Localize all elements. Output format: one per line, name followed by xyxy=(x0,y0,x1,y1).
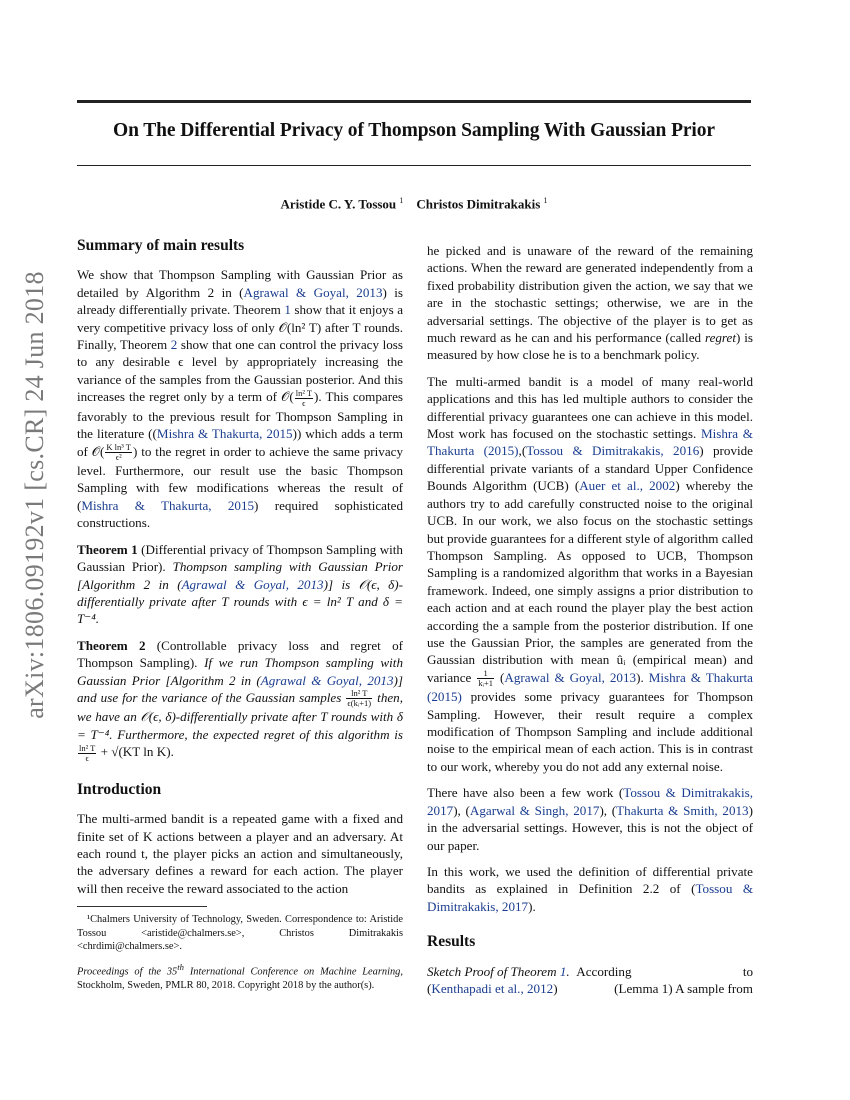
arxiv-stamp xyxy=(20,265,50,725)
author-list xyxy=(77,196,751,212)
paragraph: The multi-armed bandit is a model of many real-world applications and this has led multiple authors to consider the differential privacy guarantees one can achieve in this model. Most work has focused on the stochastic settings. Mishra & Thakurta (2015),(Tossou & Dimitrakakis, 2016) provide differential private variants of a standard Upper Confidence Bounds Algorithm (UCB) (Auer et al., 2002) whereby the authors try to add carefully constructed noise to the original UCB. In our work, we also focus on the stochastic settings but provide guarantees for a different style of algorithm called Thompson Sampling. As opposed to UCB, Thompson Sampling is a randomized algorithm that works in a Bayesian framework. Indeed, one simply assigns a prior distribution to each action and at each round the player play the best action according the a sample from the posterior distribution. If one use the Gaussian Prior, the samples are generated from the Gaussian distribution with mean ûᵢ (empirical mean) and variance $\frac{1}{\text{kᵢ+1}}$ (Agrawal & Goyal, 2013). Mishra & Thakurta (2015) provides some privacy guarantees for Thompson Sampling. However, their result require a complex modification of Thompson Sampling and include additional noise to the empirical mean of each action. This is in contrast to our work, whereby you do not add any external noise. xyxy=(427,373,753,774)
citation-link[interactable]: Agrawal & Goyal, 2013 xyxy=(243,284,383,300)
right-column xyxy=(427,242,753,997)
footnote-rule xyxy=(77,906,207,907)
citation-link[interactable]: Agrawal & Goyal, 2013 xyxy=(504,669,637,685)
citation-link[interactable]: Tossou & Dimitrakakis, 2016 xyxy=(526,443,700,459)
paragraph: In this work, we used the definition of differential private bandits as explained in Definition 2.2 of (Tossou & Dimitrakakis, 2017). xyxy=(427,863,754,914)
citation-link[interactable]: Mishra & Thakurta, 2015 xyxy=(81,497,255,513)
paragraph: he picked and is unaware of the reward of the remaining actions. When the reward are generated independently from a fixed probability distribution given the action, we say that we are in the stochastic settings; otherwise, we are in the adversarial settings. The objective of the player is to get as much reward as he can and his performance (called regret) is measured by how close he is to a benchmark policy. xyxy=(427,243,753,363)
theorem-ref-link[interactable]: 1 xyxy=(559,963,567,979)
fraction: $\frac{\text{ln² T}}{\text{ϵ(kᵢ+1)}}$ xyxy=(347,688,372,709)
fraction: $\frac{1}{\text{kᵢ+1}}$ xyxy=(478,668,494,689)
affiliation-footnote: ¹Chalmers University of Technology, Sweden. Correspondence to: Aristide Tossou <aristide@chalmers.se>, Christos Dimitrakakis <chrdimi@chalmers.se>. xyxy=(77,914,403,952)
author-affil: 1 xyxy=(399,196,404,205)
footnotes xyxy=(77,906,403,993)
citation-link[interactable]: Auer et al., 2002 xyxy=(579,478,676,494)
citation-link[interactable]: Tossou & Dimitrakakis, 2017 xyxy=(427,881,754,914)
section-heading-summary: Summary of main results xyxy=(77,237,245,254)
proceedings-note: Proceedings of the 35th International Conference on Machine Learning, Stockholm, Sweden, PMLR 80, 2018. Copyright 2018 by the author(s). xyxy=(77,962,403,992)
arxiv-id: arXiv:1806.09192v1 [cs.CR] 24 Jun 2018 xyxy=(20,271,49,719)
citation-link[interactable]: Mishra & Thakurta (2015) xyxy=(427,669,753,705)
author-name: Christos Dimitrakakis xyxy=(416,196,541,212)
title-rule-bottom xyxy=(77,165,751,166)
author-name: Aristide C. Y. Tossou xyxy=(280,196,397,212)
theorem-1: Theorem 1 (Differential privacy of Thompson Sampling with Gaussian Prior). Thompson sampling with Gaussian Prior [Algorithm 2 in (Agrawal & Goyal, 2013)] is 𝒪(ϵ, δ)-differentially private after T rounds with ϵ = ln² T and δ = T⁻⁴. xyxy=(77,541,403,627)
author-affil: 1 xyxy=(543,196,548,205)
sketch-proof-line: Sketch Proof of Theorem 1. According to xyxy=(427,963,753,979)
sketch-proof-line: (Kenthapadi et al., 2012) (Lemma 1) A sample from xyxy=(427,980,753,996)
citation-link[interactable]: Agrawal & Goyal, 2013 xyxy=(181,576,324,592)
citation-link[interactable]: Mishra & Thakurta, 2015 xyxy=(156,426,293,442)
paper-title: On The Differential Privacy of Thompson Sampling With Gaussian Prior xyxy=(113,120,715,141)
citation-link[interactable]: Kenthapadi et al., 2012 xyxy=(431,980,554,996)
title-rule-top xyxy=(77,100,751,103)
theorem-ref-link[interactable]: 1 xyxy=(284,302,291,318)
fraction: $\frac{\text{ln² T}}{\epsilon}$ xyxy=(295,387,313,408)
intro-paragraph: The multi-armed bandit is a repeated game with a fixed and finite set of K actions between a player and an adversary. At each round t, the player picks an action and simultaneously, the adversary defines a reward for each action. The player will then receive the reward associated to the action xyxy=(77,811,403,896)
citation-link[interactable]: Agarwal & Singh, 2017 xyxy=(469,802,600,818)
citation-link[interactable]: Agrawal & Goyal, 2013 xyxy=(260,672,394,688)
section-heading-introduction: Introduction xyxy=(77,780,162,798)
left-column xyxy=(77,237,403,1001)
fraction: $\frac{\text{ln² T}}{\epsilon}$ xyxy=(79,742,96,763)
citation-link[interactable]: Mishra & Thakurta (2015) xyxy=(427,426,753,459)
citation-link[interactable]: Thakurta & Smith, 2013 xyxy=(616,802,749,818)
paragraph: There have also been a few work (Tossou & Dimitrakakis, 2017), (Agarwal & Singh, 2017), (Thakurta & Smith, 2013) in the adversarial settings. However, this is not the object of our paper. xyxy=(427,785,753,853)
citation-link[interactable]: Tossou & Dimitrakakis, 2017 xyxy=(427,785,753,818)
section-heading-results: Results xyxy=(427,933,476,951)
summary-paragraph: We show that Thompson Sampling with Gaussian Prior as detailed by Algorithm 2 in (Agrawal & Goyal, 2013) is already differentially private. Theorem 1 show that it enjoys a very competitive privacy loss of only 𝒪(ln² T) after T rounds. Finally, Theorem 2 show that one can control the privacy loss to any desirable ϵ level by appropriately increasing the variance of the samples from the Gaussian posterior. And this increases the regret only by a term of 𝒪( $\frac{\text{ln² T}}{\epsilon}$ ). This compares favorably to the previous result for Thompson Sampling in the literature ((Mishra & Thakurta, 2015)) which adds a term of 𝒪( $\frac{\text{K ln³ T}}{\text{ϵ²}}$ ) to the regret in order to achieve the same privacy level. Furthermore, our result use the basic Thompson Sampling with few modifications whereas the result of (Mishra & Thakurta, 2015) required sophisticated constructions. xyxy=(77,267,404,531)
theorem-2: Theorem 2 (Controllable privacy loss and regret of Thompson Sampling). If we run Thompson sampling with Gaussian Prior [Algorithm 2 in (Agrawal & Goyal, 2013)] and use for the variance of the Gaussian samples $\frac{\text{ln² T}}{\text{ϵ(kᵢ+1)}}$ then, we have an 𝒪(ϵ, δ)-differentially private after T rounds with δ = T⁻⁴. Furthermore, the expected regret of this algorithm is $\frac{\text{ln² T}}{\epsilon}$ + √(KT ln K). xyxy=(77,637,403,763)
theorem-ref-link[interactable]: 2 xyxy=(170,337,178,353)
fraction: $\frac{\text{K ln³ T}}{\text{ϵ²}}$ xyxy=(106,442,131,463)
